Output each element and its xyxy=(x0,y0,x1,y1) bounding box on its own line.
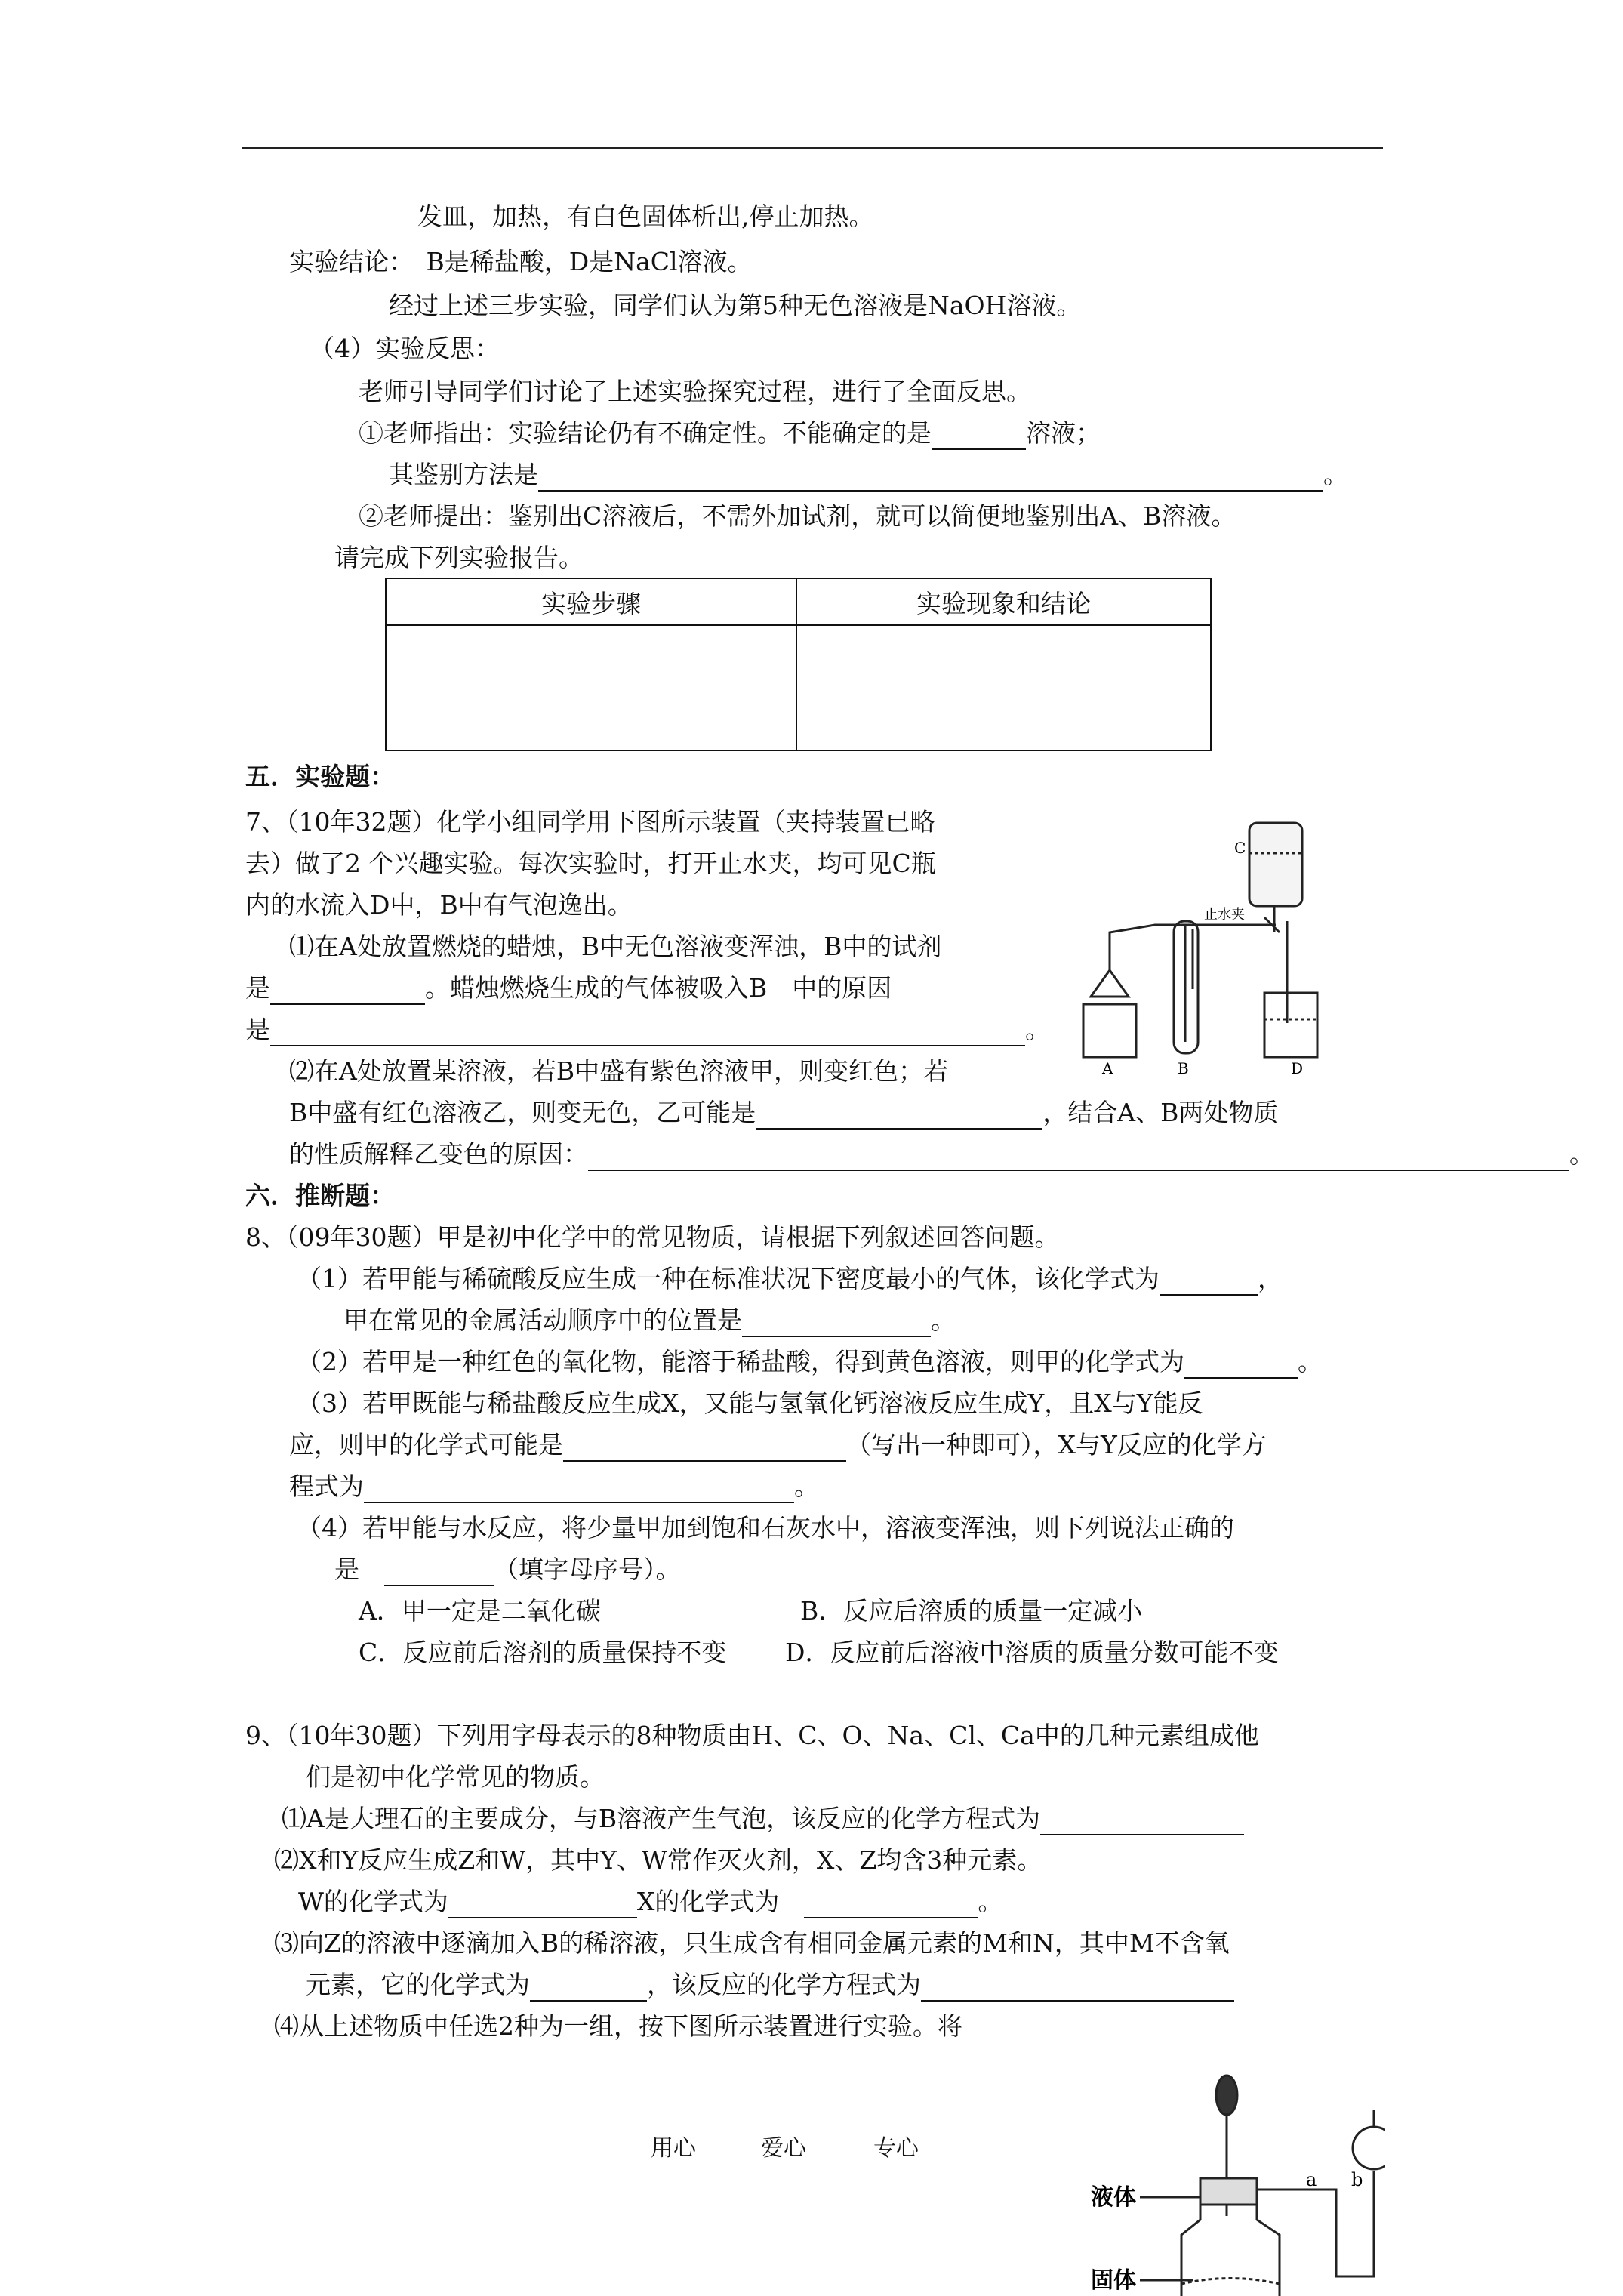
footer-text: 用心 xyxy=(651,2135,696,2162)
text-line xyxy=(289,1138,1594,1171)
text-line: ⑶向Z的溶液中逐滴加入B的稀溶液，只生成含有相同金属元素的M和N，其中M不含氧 xyxy=(274,1928,1230,1958)
text-span: W的化学式为 xyxy=(298,1887,448,1916)
answer-blank[interactable] xyxy=(270,1022,1025,1046)
text-span: 的性质解释乙变色的原因： xyxy=(289,1139,588,1169)
label-c: C xyxy=(1234,839,1246,857)
table-header: 实验步骤 xyxy=(386,578,796,625)
text-span: ，该反应的化学方程式为 xyxy=(647,1970,921,1999)
text-span: 。 xyxy=(794,1472,819,1501)
text-line xyxy=(289,1428,1267,1462)
text-line: 去）做了2 个兴趣实验。每次实验时，打开止水夹，均可见C瓶 xyxy=(245,849,936,878)
answer-blank[interactable] xyxy=(1184,1354,1298,1379)
text-line xyxy=(389,458,1348,492)
text-span: 。 xyxy=(1025,1015,1050,1044)
header-rule xyxy=(242,147,1383,149)
text-span: B中盛有红色溶液乙，则变无色，乙可能是 xyxy=(289,1098,756,1127)
answer-blank[interactable] xyxy=(270,981,425,1005)
experiment-report-table xyxy=(385,578,1212,751)
answer-blank[interactable] xyxy=(756,1105,1042,1130)
text-span: （2）若甲是一种红色的氧化物，能溶于稀盐酸，得到黄色溶液，则甲的化学式为 xyxy=(297,1347,1184,1376)
option-d[interactable]: D．反应前后溶液中溶质的质量分数可能不变 xyxy=(785,1638,1279,1667)
text-span: 是 xyxy=(334,1555,359,1584)
option-b[interactable]: B．反应后溶质的质量一定减小 xyxy=(800,1596,1143,1626)
text-line xyxy=(245,972,892,1005)
text-span: （填字母序号）。 xyxy=(494,1555,681,1584)
text-line: 发皿，加热，有白色固体析出,停止加热。 xyxy=(417,202,874,231)
text-line xyxy=(306,1968,1234,2002)
option-c[interactable]: C．反应前后溶剂的质量保持不变 xyxy=(359,1638,727,1667)
text-line: ⑷从上述物质中任选2种为一组，按下图所示装置进行实验。将 xyxy=(274,2011,962,2041)
text-line xyxy=(297,1345,1323,1379)
text-line: 8、（09年30题）甲是初中化学中的常见物质，请根据下列叙述回答问题。 xyxy=(245,1222,1060,1252)
answer-blank[interactable] xyxy=(932,426,1026,450)
text-span: 。 xyxy=(1298,1347,1323,1376)
apparatus-diagram-1 xyxy=(1072,808,1321,1076)
text-span: 。 xyxy=(1323,460,1348,489)
text-line: 经过上述三步实验，同学们认为第5种无色溶液是NaOH溶液。 xyxy=(389,291,1082,320)
text-span: （写出一种即可），X与Y反应的化学方 xyxy=(846,1430,1267,1459)
answer-blank[interactable] xyxy=(538,467,1323,492)
label-b: B xyxy=(1178,1059,1189,1076)
text-span: 程式为 xyxy=(289,1472,364,1501)
text-line xyxy=(289,1470,819,1503)
text-span: 。 xyxy=(978,1887,1003,1916)
text-line: 内的水流入D中，B中有气泡逸出。 xyxy=(245,890,633,920)
text-span: 是 xyxy=(245,1015,270,1044)
apparatus-diagram-2 xyxy=(1087,2065,1385,2296)
footer-text: 专心 xyxy=(873,2135,919,2162)
text-span: （1）若甲能与稀硫酸反应生成一种在标准状况下密度最小的气体，该化学式为 xyxy=(297,1264,1160,1293)
text-span: 应，则甲的化学式可能是 xyxy=(289,1430,563,1459)
text-span: X的化学式为 xyxy=(636,1887,780,1916)
footer-text: 爱心 xyxy=(761,2135,806,2162)
text-line xyxy=(298,1885,1002,1918)
text-line: （4）实验反思： xyxy=(310,334,500,363)
answer-blank[interactable] xyxy=(742,1313,931,1337)
answer-blank[interactable] xyxy=(921,1977,1234,2002)
text-line xyxy=(359,417,1101,450)
answer-blank[interactable] xyxy=(563,1438,846,1462)
text-line: ②老师提出：鉴别出C溶液后，不需外加试剂，就可以简便地鉴别出A、B溶液。 xyxy=(359,501,1236,531)
answer-blank[interactable] xyxy=(384,1562,494,1586)
text-span: 。 xyxy=(931,1305,956,1335)
label-liquid: 液体 xyxy=(1091,2184,1136,2211)
text-line: 请完成下列实验报告。 xyxy=(334,543,584,572)
text-span: 。 xyxy=(1569,1139,1594,1169)
answer-blank[interactable] xyxy=(804,1894,978,1918)
text-line xyxy=(245,1013,1050,1046)
answer-blank[interactable] xyxy=(364,1479,794,1503)
text-span: 元素，它的化学式为 xyxy=(306,1970,530,1999)
label-a: a xyxy=(1306,2169,1317,2190)
text-line xyxy=(297,1262,1283,1296)
text-line: ⑵X和Y反应生成Z和W，其中Y、W常作灭火剂，X、Z均含3种元素。 xyxy=(274,1845,1042,1875)
answer-blank[interactable] xyxy=(588,1147,1569,1171)
text-line xyxy=(343,1304,956,1337)
text-span: 甲在常见的金属活动顺序中的位置是 xyxy=(343,1305,742,1335)
table-cell[interactable] xyxy=(796,625,1211,750)
text-span: 是 xyxy=(245,973,270,1003)
text-span: ，结合A、B两处物质 xyxy=(1042,1098,1279,1127)
text-span: ⑴A是大理石的主要成分，与B溶液产生气泡，该反应的化学方程式为 xyxy=(282,1804,1041,1833)
text-line xyxy=(282,1802,1244,1835)
section-heading: 六．推断题： xyxy=(245,1181,395,1210)
answer-blank[interactable] xyxy=(1160,1271,1258,1296)
text-line: 9、（10年30题）下列用字母表示的8种物质由H、C、O、Na、Cl、Ca中的几种元素组成他 xyxy=(245,1721,1259,1750)
label-clamp: 止水夹 xyxy=(1204,907,1245,923)
text-line: （3）若甲既能与稀盐酸反应生成X，又能与氢氧化钙溶液反应生成Y，且X与Y能反 xyxy=(297,1388,1203,1418)
text-line: 们是初中化学常见的物质。 xyxy=(306,1762,605,1792)
text-line: 实验结论： B是稀盐酸，D是NaCl溶液。 xyxy=(289,247,753,276)
text-line: ⑴在A处放置燃烧的蜡烛，B中无色溶液变浑浊，B中的试剂 xyxy=(289,932,942,961)
label-b: b xyxy=(1351,2169,1363,2190)
text-span: 其鉴别方法是 xyxy=(389,460,538,489)
text-line: （4）若甲能与水反应，将少量甲加到饱和石灰水中，溶液变浑浊，则下列说法正确的 xyxy=(297,1513,1234,1542)
label-solid: 固体 xyxy=(1091,2267,1136,2294)
option-a[interactable]: A．甲一定是二氧化碳 xyxy=(359,1596,601,1626)
answer-blank[interactable] xyxy=(448,1894,637,1918)
text-span: ， xyxy=(1258,1264,1283,1293)
text-line xyxy=(334,1553,681,1586)
text-line: 7、（10年32题）化学小组同学用下图所示装置（夹持装置已略 xyxy=(245,807,935,837)
table-cell[interactable] xyxy=(386,625,796,750)
text-line xyxy=(289,1096,1278,1130)
label-d: D xyxy=(1291,1059,1304,1076)
text-span: 。蜡烛燃烧生成的气体被吸入B 中的原因 xyxy=(425,973,892,1003)
text-span: 溶液； xyxy=(1026,418,1101,448)
answer-blank[interactable] xyxy=(1040,1811,1244,1835)
answer-blank[interactable] xyxy=(530,1977,647,2002)
table-header: 实验现象和结论 xyxy=(796,578,1211,625)
label-a: A xyxy=(1102,1059,1113,1076)
text-line: 老师引导同学们讨论了上述实验探究过程，进行了全面反思。 xyxy=(359,377,1031,406)
section-heading: 五．实验题： xyxy=(245,762,395,791)
text-span: ①老师指出：实验结论仍有不确定性。不能确定的是 xyxy=(359,418,932,448)
text-line: ⑵在A处放置某溶液，若B中盛有紫色溶液甲，则变红色；若 xyxy=(289,1056,949,1086)
